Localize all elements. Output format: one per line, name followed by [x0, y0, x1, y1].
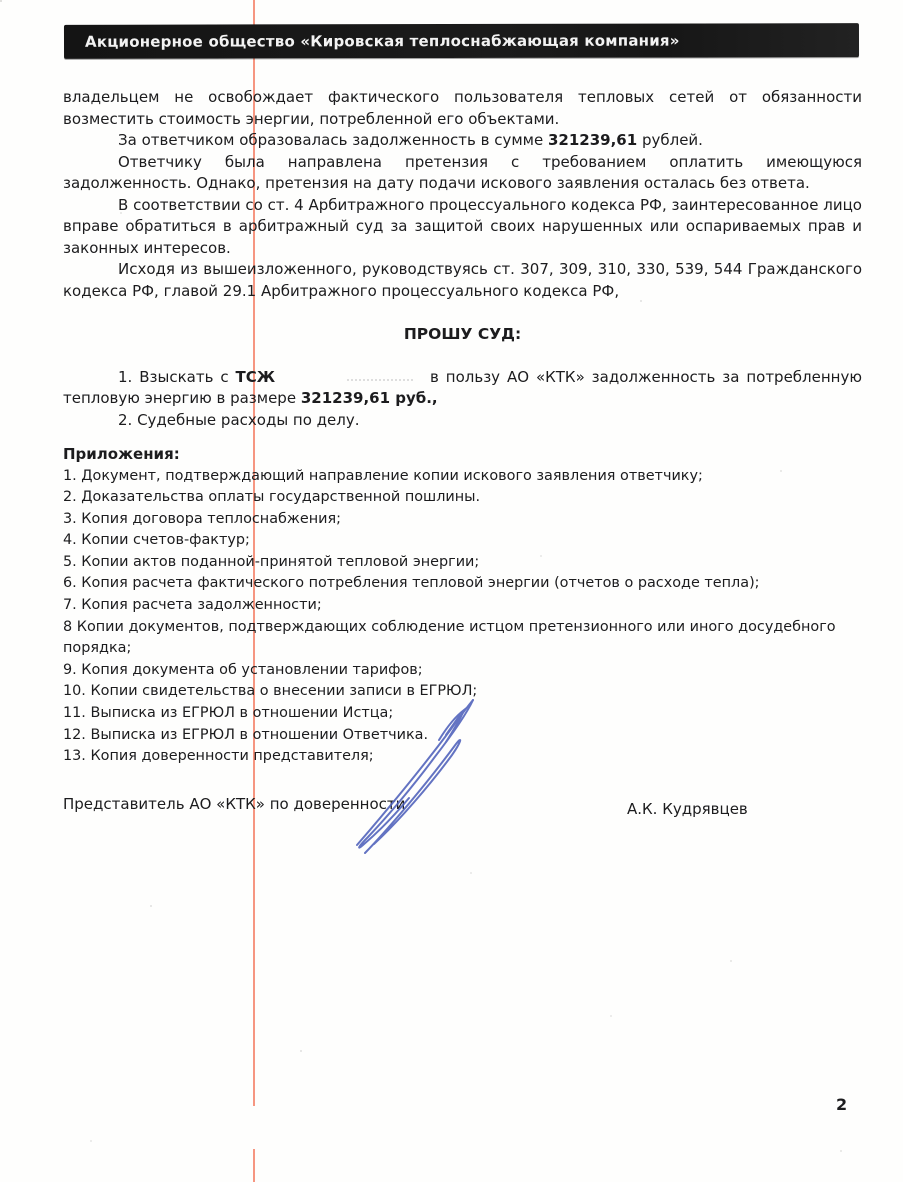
debt-amount: 321239,61: [547, 131, 638, 149]
signature-row: [63, 795, 862, 817]
paragraph-continuation: владельцем не освобождает фактического пользователя тепловых сетей от обязанности возместить стоимость энергии, потребленной его объектами.: [63, 88, 862, 128]
attachment-item: 12. Выписка из ЕГРЮЛ в отношении Ответчика.: [63, 726, 429, 743]
company-name: Акционерное общество «Кировская теплоснабжающая компания»: [84, 31, 680, 51]
attachments-heading: Приложения:: [63, 445, 180, 463]
attachment-item: 5. Копии актов поданной-принятой тепловой энергии;: [63, 553, 480, 570]
scan-noise: [0, 0, 2, 2]
petition-item-1: [63, 367, 862, 410]
attachment-item: 9. Копия документа об установлении тарифов;: [63, 661, 423, 678]
document-body: [63, 87, 862, 817]
fold-line: [253, 1149, 255, 1182]
petition-item-2: 2. Судебные расходы по делу.: [118, 410, 360, 429]
claim-letter-paragraph: Ответчику была направлена претензия с требованием оплатить имеющуюся задолженность. Однако, претензия на дату подачи искового заявления осталась без ответа.: [63, 152, 862, 192]
text-segment: 1. Взыскать с: [118, 367, 236, 386]
attachment-item: 4. Копии счетов-фактур;: [63, 532, 250, 549]
text-segment: За ответчиком образовалась задолженность в сумме: [118, 131, 548, 149]
attachment-item: 7. Копия расчета задолженности;: [63, 597, 322, 614]
attachment-item: 6. Копия расчета фактического потребления тепловой энергии (отчетов о расходе тепла);: [63, 575, 760, 592]
text-segment: рублей.: [637, 131, 703, 149]
attachment-item: 1. Документ, подтверждающий направление копии искового заявления ответчику;: [63, 467, 703, 484]
signatory-name: А.К. Кудрявцев: [627, 799, 748, 818]
attachment-item: 2. Доказательства оплаты государственной пошлины.: [63, 489, 481, 506]
apc-article-paragraph: В соответствии со ст. 4 Арбитражного процессуального кодекса РФ, заинтересованное лицо вправе обратиться в арбитражный суд за защитой своих нарушенных или оспариваемых прав и законных интересов.: [63, 195, 862, 257]
text-segment: в пользу АО «КТК» задолженность за потребленную тепловую энергию в размере: [63, 367, 862, 407]
representative-label: Представитель АО «КТК» по доверенности: [63, 794, 406, 813]
attachment-item: 3. Копия договора теплоснабжения;: [63, 510, 341, 527]
page-number: 2: [836, 1095, 848, 1114]
petition-heading: ПРОШУ СУД:: [403, 325, 522, 343]
attachments-list: [63, 466, 862, 768]
claim-amount: 321239,61 руб.,: [300, 389, 438, 407]
redacted-respondent: [275, 378, 423, 382]
attachment-item: 8 Копии документов, подтверждающих соблюдение истцом претензионного или иного досудебного порядка;: [63, 618, 836, 657]
company-banner: [64, 23, 859, 59]
debt-paragraph: [63, 130, 862, 152]
respondent-name: ТСЖ: [235, 367, 276, 386]
legal-basis-paragraph: Исходя из вышеизложенного, руководствуясь ст. 307, 309, 310, 330, 539, 544 Гражданского кодекса РФ, главой 29.1 Арбитражного процессуального кодекса РФ,: [63, 260, 862, 300]
attachment-item: 13. Копия доверенности представителя;: [63, 748, 374, 765]
attachment-item: 11. Выписка из ЕГРЮЛ в отношении Истца;: [63, 705, 394, 722]
attachment-item: 10. Копии свидетельства о внесении записи в ЕГРЮЛ;: [63, 683, 478, 700]
